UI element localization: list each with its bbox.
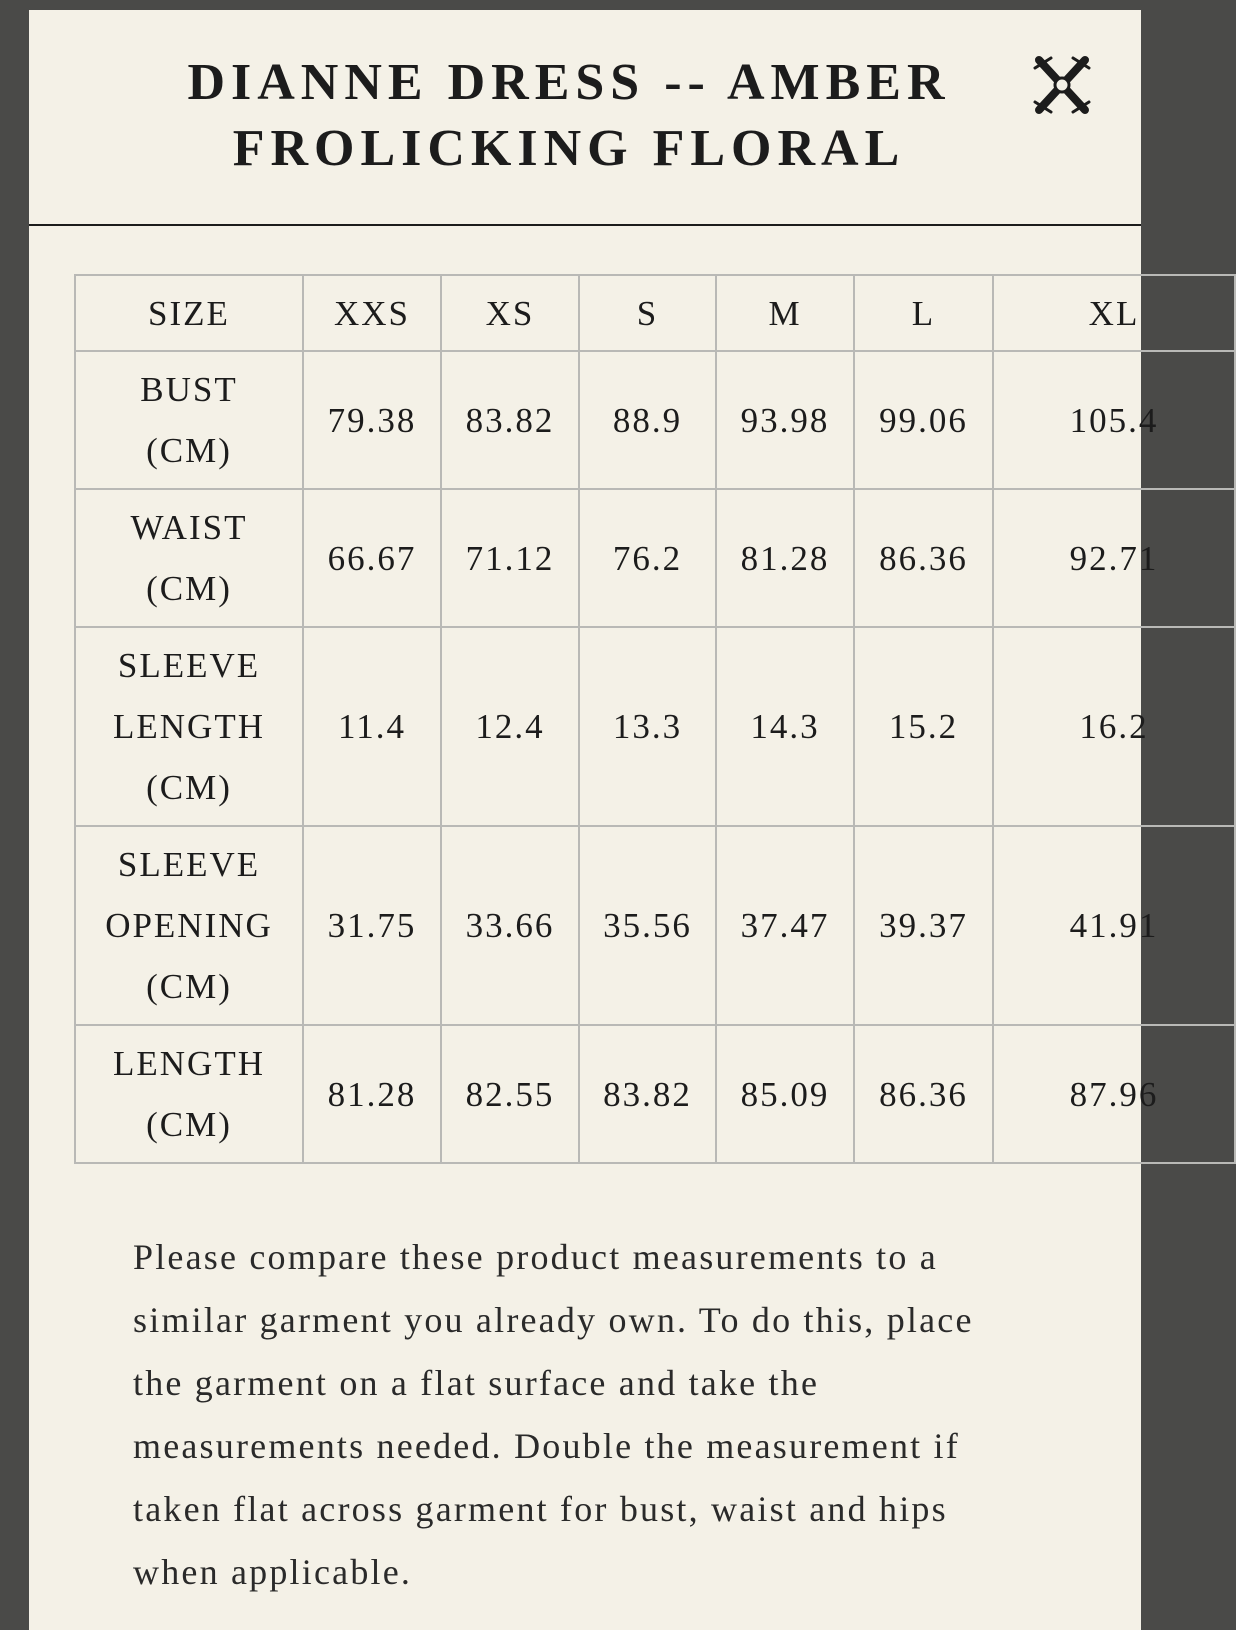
table-cell: 31.75 <box>303 826 441 1025</box>
table-row-waist <box>75 489 1235 627</box>
table-cell: 66.67 <box>303 489 441 627</box>
row-label-line: (CM) <box>146 431 232 470</box>
table-row-sleeve-length <box>75 627 1235 826</box>
table-cell: 92.71 <box>993 489 1235 627</box>
table-cell: 15.2 <box>854 627 993 826</box>
table-cell: 39.37 <box>854 826 993 1025</box>
product-title-line-1: DIANNE DRESS -- AMBER <box>187 54 951 111</box>
table-cell: 13.3 <box>579 627 716 826</box>
row-label-line: BUST <box>140 370 238 409</box>
table-row-length <box>75 1025 1235 1163</box>
row-label-sleeve-opening <box>75 826 303 1025</box>
table-cell: 12.4 <box>441 627 579 826</box>
table-cell: 85.09 <box>716 1025 854 1163</box>
row-label-bust <box>75 351 303 489</box>
table-cell: 16.2 <box>993 627 1235 826</box>
table-cell: 76.2 <box>579 489 716 627</box>
table-row-bust <box>75 351 1235 489</box>
row-label-line: LENGTH <box>113 1044 265 1083</box>
table-cell: 86.36 <box>854 1025 993 1163</box>
row-label-line: OPENING <box>105 906 273 945</box>
size-table <box>74 274 1236 1164</box>
table-cell: 33.66 <box>441 826 579 1025</box>
row-label-line: SLEEVE <box>117 845 261 884</box>
size-chart-modal <box>29 10 1159 1630</box>
size-xl-header: XL <box>993 275 1235 351</box>
table-row-sleeve-opening <box>75 826 1235 1025</box>
size-table-scroll-area[interactable] <box>74 274 1159 1190</box>
table-cell: 82.55 <box>441 1025 579 1163</box>
close-x-icon <box>1027 50 1097 120</box>
table-cell: 71.12 <box>441 489 579 627</box>
row-label-length <box>75 1025 303 1163</box>
row-label-waist <box>75 489 303 627</box>
table-cell: 83.82 <box>441 351 579 489</box>
table-cell: 86.36 <box>854 489 993 627</box>
table-cell: 88.9 <box>579 351 716 489</box>
size-s-header: S <box>579 275 716 351</box>
product-title <box>149 50 989 182</box>
table-cell: 35.56 <box>579 826 716 1025</box>
size-m-header: M <box>716 275 854 351</box>
table-cell: 14.3 <box>716 627 854 826</box>
table-cell: 81.28 <box>303 1025 441 1163</box>
close-button[interactable] <box>1027 50 1097 120</box>
measurement-instructions: Please compare these product measurements to a similar garment you already own. To do this, place the garment on a flat surface and take the measurements needed. Double the measurement if taken flat across garment for bust, waist and hips when applicable. <box>133 1237 974 1592</box>
table-cell: 11.4 <box>303 627 441 826</box>
table-cell: 93.98 <box>716 351 854 489</box>
table-header-row <box>75 275 1235 351</box>
row-label-sleeve-length <box>75 627 303 826</box>
row-label-line: (CM) <box>146 768 232 807</box>
row-label-line: LENGTH <box>113 707 265 746</box>
table-cell: 83.82 <box>579 1025 716 1163</box>
table-cell: 37.47 <box>716 826 854 1025</box>
size-header-cell: SIZE <box>75 275 303 351</box>
product-title-line-2: FROLICKING FLORAL <box>232 120 906 177</box>
table-cell: 79.38 <box>303 351 441 489</box>
row-label-line: WAIST <box>130 508 248 547</box>
row-label-line: (CM) <box>146 569 232 608</box>
table-cell: 105.4 <box>993 351 1235 489</box>
table-cell: 99.06 <box>854 351 993 489</box>
row-label-line: (CM) <box>146 967 232 1006</box>
size-xxs-header: XXS <box>303 275 441 351</box>
modal-header <box>29 10 1141 226</box>
table-cell: 41.91 <box>993 826 1235 1025</box>
table-cell: 81.28 <box>716 489 854 627</box>
table-cell: 87.96 <box>993 1025 1235 1163</box>
size-l-header: L <box>854 275 993 351</box>
size-xs-header: XS <box>441 275 579 351</box>
row-label-line: (CM) <box>146 1105 232 1144</box>
row-label-line: SLEEVE <box>117 646 261 685</box>
